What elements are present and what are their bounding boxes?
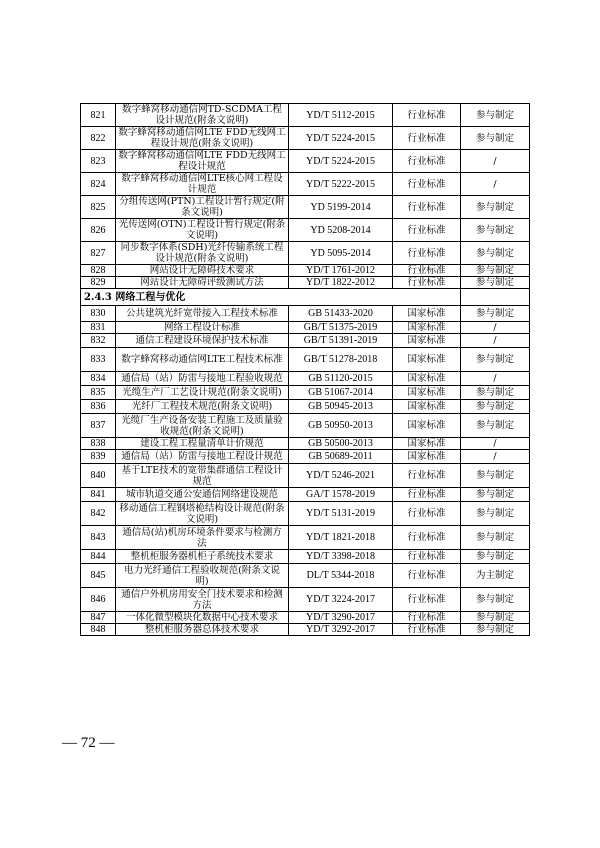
row-number: 845 [81,564,116,588]
table-body-bottom [81,306,530,636]
standard-name: 通信局（站）防雷与接地工程验收规范 [116,372,289,386]
standard-code: GB/T 51391-2019 [289,334,393,348]
standard-name: 建设工程工程量清单计价规范 [116,438,289,450]
row-number: 843 [81,526,116,550]
row-number: 821 [81,104,116,127]
row-number: 836 [81,400,116,414]
section-number: 2.4.3 [84,291,112,303]
table-section [81,289,530,306]
table-row [81,612,530,624]
row-number: 825 [81,196,116,219]
standard-code: GB 50950-2013 [289,414,393,438]
table-row [81,306,530,322]
standard-name: 数字蜂窝移动通信网LTE FDD无线网工程设计规范 [116,150,289,173]
standard-code: GB 51120-2015 [289,372,393,386]
standard-type: 行业标准 [393,502,461,526]
participation-status: / [461,334,530,348]
section-header-row [81,289,530,306]
participation-status: / [461,372,530,386]
standard-code: GB 51433-2020 [289,306,393,322]
table-row [81,450,530,464]
standard-code: GA/T 1578-2019 [289,488,393,502]
standard-name: 通信户外机房用安全门技术要求和检测方法 [116,588,289,612]
standard-type: 行业标准 [393,564,461,588]
row-number: 837 [81,414,116,438]
standard-type: 国家标准 [393,450,461,464]
table-row [81,173,530,196]
participation-status: 参与制定 [461,612,530,624]
standard-name: 数字蜂窝移动通信网LTE工程技术标准 [116,348,289,372]
participation-status: 参与制定 [461,550,530,564]
standard-name: 公共建筑光纤宽带接入工程技术标准 [116,306,289,322]
participation-status: 参与制定 [461,526,530,550]
standard-name: 数字蜂窝移动通信网LTE核心网工程设计规范 [116,173,289,196]
standard-name: 网站设计无障碍技术要求 [116,265,289,277]
participation-status: 参与制定 [461,624,530,636]
standard-code: GB 50689-2011 [289,450,393,464]
participation-status: 参与制定 [461,414,530,438]
standard-type: 国家标准 [393,386,461,400]
standard-name: 网络工程设计标准 [116,322,289,334]
table-row [81,322,530,334]
row-number: 835 [81,386,116,400]
table-row [81,624,530,636]
participation-status: 参与制定 [461,464,530,488]
standard-name: 通信工程建设环境保护技术标准 [116,334,289,348]
participation-status: / [461,450,530,464]
standard-code: YD 5199-2014 [289,196,393,219]
standard-type: 行业标准 [393,488,461,502]
standard-code: YD/T 5246-2021 [289,464,393,488]
participation-status: / [461,322,530,334]
table-row [81,588,530,612]
row-number: 839 [81,450,116,464]
row-number: 823 [81,150,116,173]
standard-code: YD/T 5222-2015 [289,173,393,196]
standard-name: 分组传送网(PTN)工程设计暂行规定(附条文说明) [116,196,289,219]
standard-name: 整机柜服务器总体技术要求 [116,624,289,636]
participation-status: 参与制定 [461,488,530,502]
standard-type: 行业标准 [393,265,461,277]
standard-code: YD 5095-2014 [289,242,393,265]
standard-type: 行业标准 [393,612,461,624]
standard-name: 数字蜂窝移动通信网LTE FDD无线网工程设计规范(附条文说明) [116,127,289,150]
standard-name: 光传送网(OTN)工程设计暂行规定(附条文说明) [116,219,289,242]
standards-table [80,103,530,636]
standard-type: 行业标准 [393,127,461,150]
standard-name: 城市轨道交通公安通信网络建设规范 [116,488,289,502]
standard-code: DL/T 5344-2018 [289,564,393,588]
participation-status: / [461,150,530,173]
standard-type: 行业标准 [393,588,461,612]
standard-type: 行业标准 [393,277,461,289]
standard-name: 电力光纤通信工程验收规范(附条文说明) [116,564,289,588]
standard-type: 行业标准 [393,150,461,173]
participation-status: 参与制定 [461,127,530,150]
standard-name: 数字蜂窝移动通信网TD-SCDMA工程设计规范(附条文说明) [116,104,289,127]
row-number: 822 [81,127,116,150]
row-number: 833 [81,348,116,372]
standard-name: 光缆生产厂工艺设计规范(附条文说明) [116,386,289,400]
standard-type: 国家标准 [393,400,461,414]
row-number: 838 [81,438,116,450]
standard-code: GB 50500-2013 [289,438,393,450]
row-number: 841 [81,488,116,502]
table-row [81,564,530,588]
page-number: — 72 — [62,735,115,751]
row-number: 824 [81,173,116,196]
standard-code: YD/T 5224-2015 [289,127,393,150]
standard-name: 移动通信工程钢塔桅结构设计规范(附条文说明) [116,502,289,526]
participation-status: 为主制定 [461,564,530,588]
standard-code: YD/T 3224-2017 [289,588,393,612]
table-row [81,277,530,289]
standard-code: YD/T 5224-2015 [289,150,393,173]
standard-name: 通信局(站)机房环境条件要求与检测方法 [116,526,289,550]
table-row [81,127,530,150]
standard-type: 行业标准 [393,526,461,550]
table-row [81,488,530,502]
participation-status: / [461,438,530,450]
table-row [81,464,530,488]
row-number: 832 [81,334,116,348]
standard-name: 基于LTE技术的宽带集群通信工程设计规范 [116,464,289,488]
standard-name: 同步数字体系(SDH)光纤传输系统工程设计规范(附条文说明) [116,242,289,265]
standard-code: GB 51067-2014 [289,386,393,400]
standard-code: YD/T 1761-2012 [289,265,393,277]
table-row [81,150,530,173]
standard-code: YD/T 3292-2017 [289,624,393,636]
standard-type: 行业标准 [393,173,461,196]
participation-status: 参与制定 [461,242,530,265]
participation-status: 参与制定 [461,400,530,414]
table-row [81,196,530,219]
row-number: 842 [81,502,116,526]
section-empty-cell [461,289,530,306]
standard-code: YD/T 3398-2018 [289,550,393,564]
standard-code: GB/T 51278-2018 [289,348,393,372]
table-row [81,372,530,386]
table-row [81,526,530,550]
standard-name: 网站设计无障碍评级测试方法 [116,277,289,289]
table-row [81,400,530,414]
row-number: 831 [81,322,116,334]
section-heading [81,289,461,306]
standard-type: 行业标准 [393,464,461,488]
standard-type: 行业标准 [393,219,461,242]
standard-type: 国家标准 [393,438,461,450]
standard-type: 行业标准 [393,550,461,564]
participation-status: 参与制定 [461,588,530,612]
standard-type: 行业标准 [393,104,461,127]
row-number: 830 [81,306,116,322]
table-row [81,414,530,438]
participation-status: 参与制定 [461,502,530,526]
standard-code: YD 5208-2014 [289,219,393,242]
row-number: 844 [81,550,116,564]
standard-name: 一体化微型模块化数据中心技术要求 [116,612,289,624]
standard-code: YD/T 1822-2012 [289,277,393,289]
row-number: 826 [81,219,116,242]
row-number: 828 [81,265,116,277]
row-number: 846 [81,588,116,612]
standard-type: 国家标准 [393,414,461,438]
row-number: 829 [81,277,116,289]
standard-type: 国家标准 [393,334,461,348]
standard-name: 光缆厂生产设备安装工程施工及质量验收规范(附条文说明) [116,414,289,438]
participation-status: 参与制定 [461,277,530,289]
participation-status: 参与制定 [461,306,530,322]
participation-status: 参与制定 [461,386,530,400]
table-row [81,386,530,400]
standard-type: 国家标准 [393,306,461,322]
standard-type: 国家标准 [393,322,461,334]
section-title: 网络工程与优化 [115,291,186,303]
standard-type: 行业标准 [393,196,461,219]
table-row [81,334,530,348]
row-number: 847 [81,612,116,624]
standard-name: 通信局（站）防雷与接地工程设计规范 [116,450,289,464]
table-row [81,104,530,127]
participation-status: 参与制定 [461,104,530,127]
standard-name: 光纤厂工程技术规范(附条文说明) [116,400,289,414]
standard-code: GB 50945-2013 [289,400,393,414]
row-number: 827 [81,242,116,265]
standard-type: 国家标准 [393,372,461,386]
table-body-top [81,104,530,289]
participation-status: 参与制定 [461,219,530,242]
standard-code: YD/T 5131-2019 [289,502,393,526]
standard-type: 行业标准 [393,242,461,265]
table-row [81,348,530,372]
standard-code: YD/T 1821-2018 [289,526,393,550]
table-row [81,219,530,242]
standard-type: 行业标准 [393,624,461,636]
table-row [81,438,530,450]
row-number: 848 [81,624,116,636]
row-number: 840 [81,464,116,488]
standard-type: 国家标准 [393,348,461,372]
participation-status: 参与制定 [461,348,530,372]
row-number: 834 [81,372,116,386]
standard-code: YD/T 5112-2015 [289,104,393,127]
table-row [81,265,530,277]
standard-name: 整机柜服务器机柜子系统技术要求 [116,550,289,564]
table-row [81,502,530,526]
standard-code: GB/T 51375-2019 [289,322,393,334]
standard-code: YD/T 3290-2017 [289,612,393,624]
participation-status: 参与制定 [461,196,530,219]
participation-status: 参与制定 [461,265,530,277]
participation-status: / [461,173,530,196]
table-row [81,550,530,564]
table-row [81,242,530,265]
